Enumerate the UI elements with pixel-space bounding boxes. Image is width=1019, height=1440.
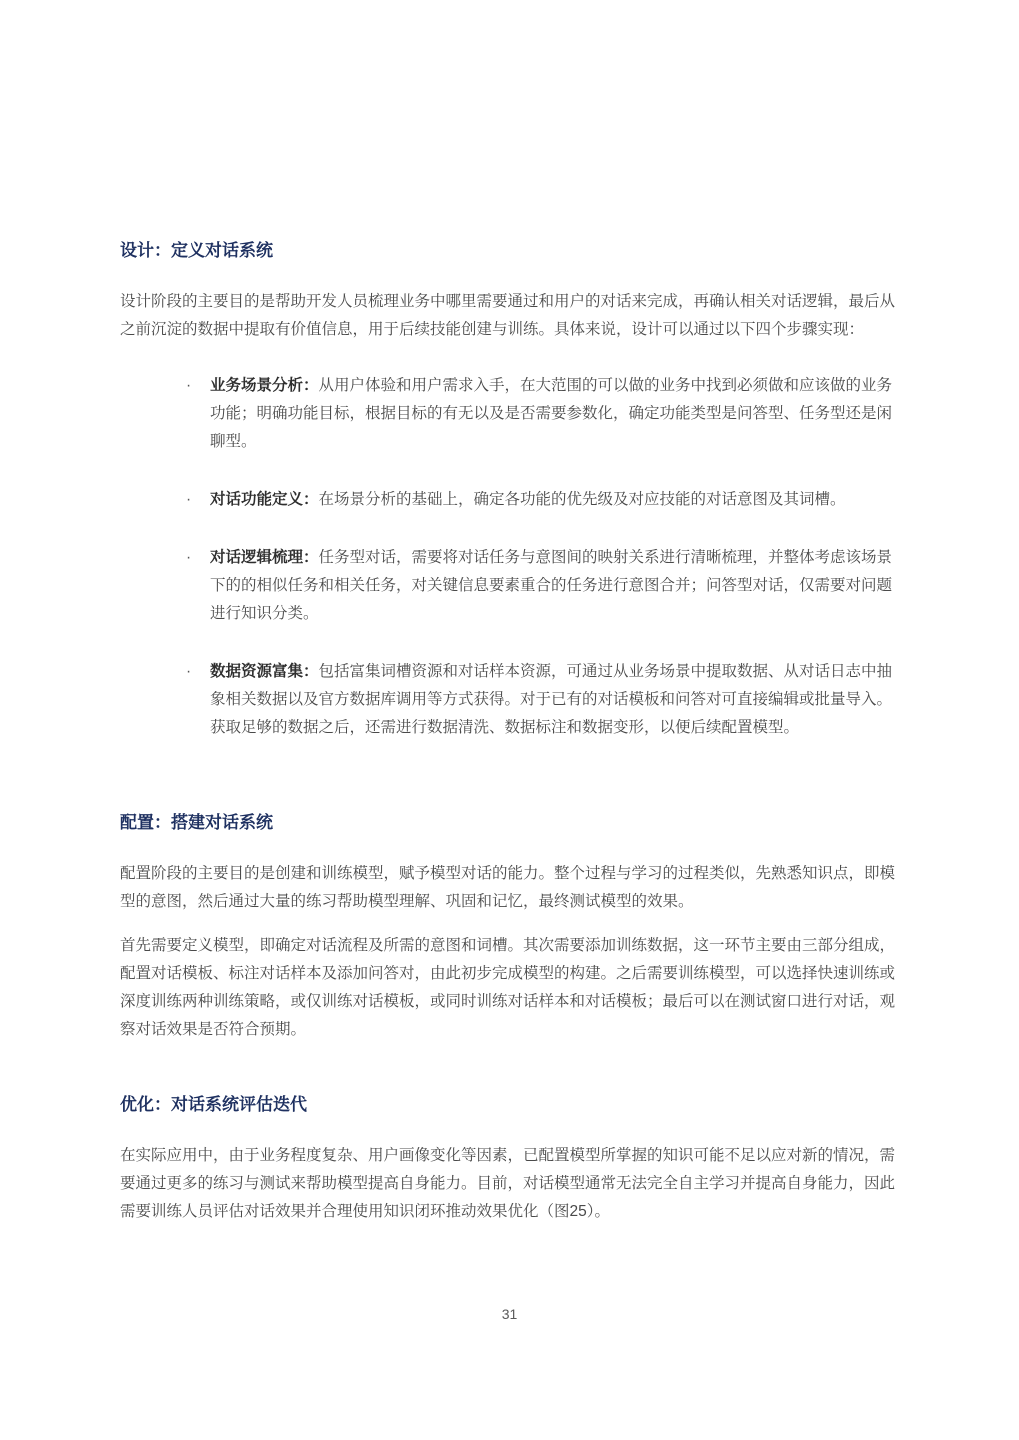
section-heading-design: 设计：定义对话系统	[120, 241, 273, 260]
bullet-label: 业务场景分析：	[210, 377, 319, 394]
bullet-label: 对话功能定义：	[210, 491, 319, 508]
bullet-dot-icon: ·	[186, 491, 192, 508]
bullet-text: 在场景分析的基础上，确定各功能的优先级及对应技能的对话意图及其词槽。	[318, 491, 846, 508]
bullet-text: 任务型对话，需要将对话任务与意图间的映射关系进行清晰梳理，并整体考虑该场景下的的相似任务和相关任务，对关键信息要素重合的任务进行意图合并；问答型对话，仅需要对问题进行知识分类。	[210, 549, 893, 622]
section-heading-configure: 配置：搭建对话系统	[120, 813, 273, 832]
section-design	[120, 240, 904, 742]
bullet-label: 对话逻辑梳理：	[210, 549, 319, 566]
bullet-text: 从用户体验和用户需求入手，在大范围的可以做的业务中找到必须做和应该做的业务功能；明确功能目标，根据目标的有无以及是否需要参数化，确定功能类型是问答型、任务型还是闲聊型。	[210, 377, 893, 450]
page-content	[120, 0, 904, 1226]
bullet-dot-icon: ·	[186, 377, 192, 394]
bullet-text: 包括富集词槽资源和对话样本资源，可通过从业务场景中提取数据、从对话日志中抽象相关数据以及官方数据库调用等方式获得。对于已有的对话模板和问答对可直接编辑或批量导入。获取足够的数据之后，还需进行数据清洗、数据标注和数据变形，以便后续配置模型。	[210, 663, 893, 736]
paragraph-configure-steps: 首先需要定义模型，即确定对话流程及所需的意图和词槽。其次需要添加训练数据，这一环节主要由三部分组成，配置对话模板、标注对话样本及添加问答对，由此初步完成模型的构建。之后需要训练模型，可以选择快速训练或深度训练两种训练策略，或仅训练对话模板，或同时训练对话样本和对话模板；最后可以在测试窗口进行对话，观察对话效果是否符合预期。	[120, 937, 896, 1038]
bullet-dot-icon: ·	[186, 663, 192, 680]
page-number: 31	[501, 1306, 518, 1322]
paragraph-configure-intro: 配置阶段的主要目的是创建和训练模型，赋予模型对话的能力。整个过程与学习的过程类似，先熟悉知识点，即模型的意图，然后通过大量的练习帮助模型理解、巩固和记忆，最终测试模型的效果。	[120, 865, 896, 910]
list-item-business-scene-analysis	[120, 372, 904, 456]
section-heading-optimize: 优化：对话系统评估迭代	[120, 1095, 307, 1114]
paragraph-design-intro: 设计阶段的主要目的是帮助开发人员梳理业务中哪里需要通过和用户的对话来完成，再确认相关对话逻辑，最后从之前沉淀的数据中提取有价值信息，用于后续技能创建与训练。具体来说，设计可以通过以下四个步骤实现：	[120, 293, 896, 338]
bullet-label: 数据资源富集：	[210, 663, 319, 680]
section-configure	[120, 812, 904, 1044]
section-optimize	[120, 1094, 904, 1226]
paragraph-optimize-intro: 在实际应用中，由于业务程度复杂、用户画像变化等因素，已配置模型所掌握的知识可能不足以应对新的情况，需要通过更多的练习与测试来帮助模型提高自身能力。目前，对话模型通常无法完全自主学习并提高自身能力，因此需要训练人员评估对话效果并合理使用知识闭环推动效果优化（图25）。	[120, 1147, 896, 1220]
bullet-dot-icon: ·	[186, 549, 192, 566]
page-footer	[0, 1304, 1019, 1324]
list-item-dialog-function-definition	[120, 486, 904, 514]
list-item-dialog-logic-sorting	[120, 544, 904, 628]
list-item-data-resource-enrichment	[120, 658, 904, 742]
design-steps-list	[120, 372, 904, 742]
